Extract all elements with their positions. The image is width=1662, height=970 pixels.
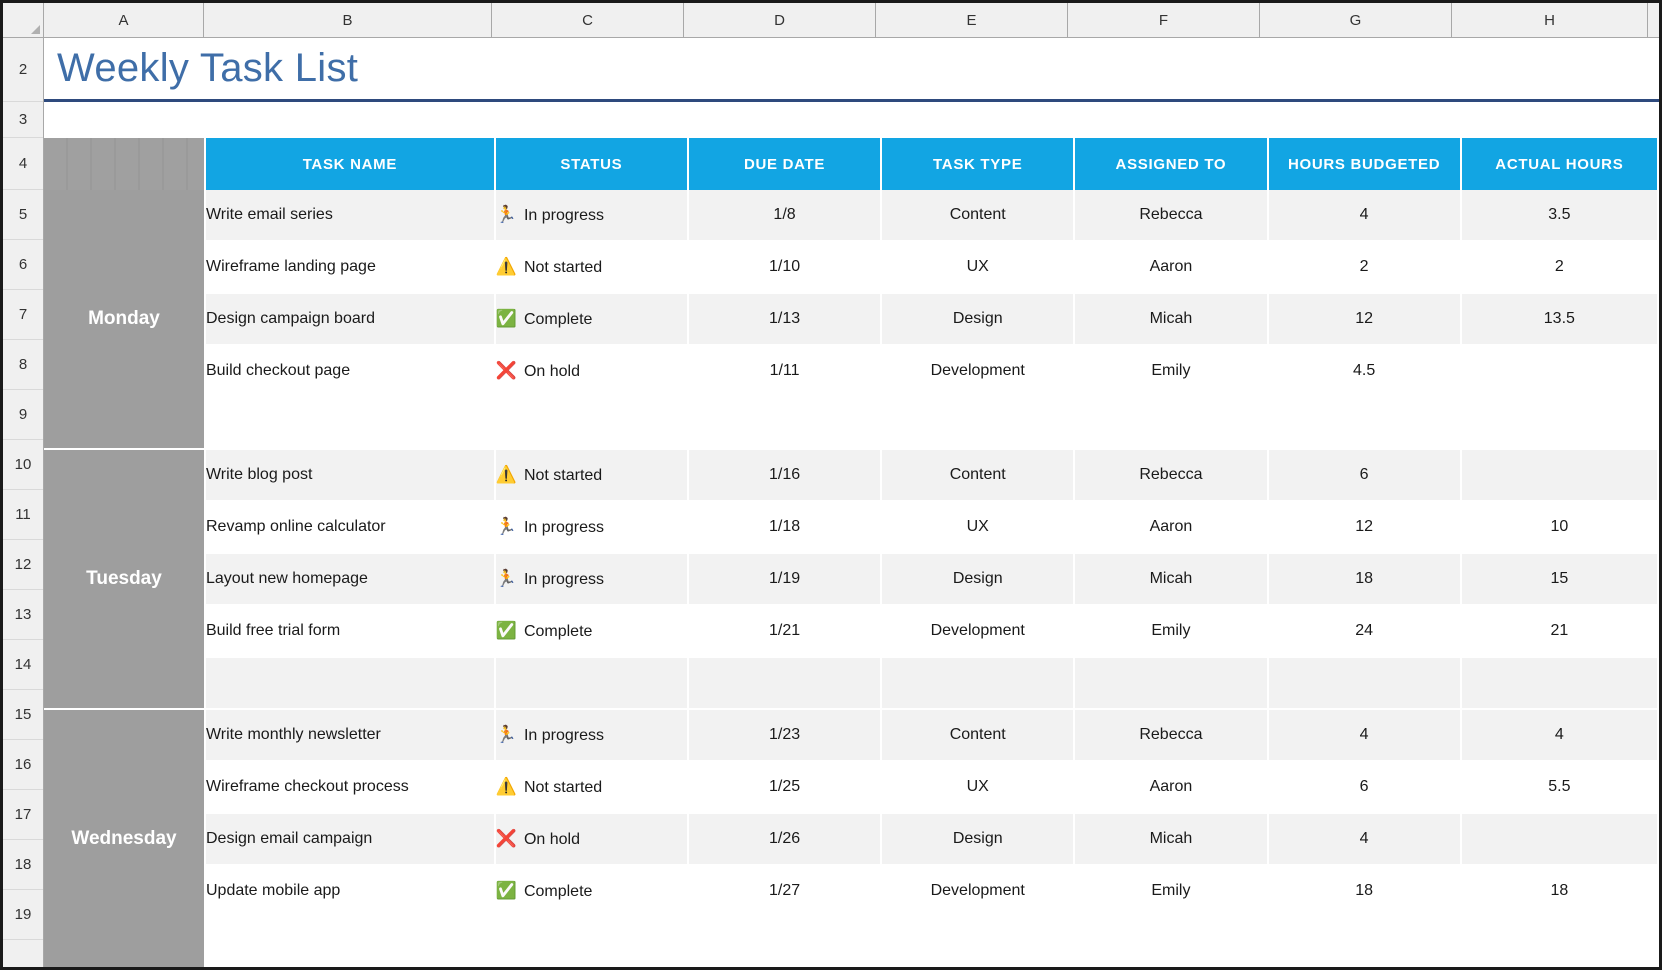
cell-task-name[interactable]: [205, 657, 495, 709]
column-header-b[interactable]: B: [204, 3, 492, 37]
cell-task-type[interactable]: Development: [881, 605, 1074, 657]
status-label: In progress: [523, 519, 604, 536]
row-header-3[interactable]: 3: [3, 102, 43, 138]
status-label: On hold: [523, 831, 580, 848]
column-header-f[interactable]: F: [1068, 3, 1260, 37]
cell-task-type[interactable]: [881, 397, 1074, 449]
cell-assigned-to[interactable]: [1074, 657, 1267, 709]
row-header-5[interactable]: 5: [3, 190, 43, 240]
table-row-empty[interactable]: [44, 397, 1658, 449]
table-row[interactable]: [44, 449, 1658, 501]
day-label-tuesday: Tuesday: [44, 449, 205, 709]
table-row[interactable]: [44, 709, 1658, 761]
header-task-name[interactable]: TASK NAME: [205, 138, 495, 190]
table-row[interactable]: [44, 553, 1658, 605]
runner-icon: 🏃: [495, 725, 517, 744]
row-header-9[interactable]: 9: [3, 390, 43, 440]
table-row[interactable]: [44, 293, 1658, 345]
check-icon: ✅: [495, 621, 517, 640]
cell-status[interactable]: [495, 917, 688, 969]
cell-hours-budgeted[interactable]: 6: [1268, 449, 1461, 501]
cell-actual-hours[interactable]: 3.5: [1461, 190, 1658, 241]
cell-actual-hours[interactable]: [1461, 397, 1658, 449]
warning-icon: ⚠️: [495, 257, 517, 276]
cell-task-type[interactable]: [881, 657, 1074, 709]
cell-status[interactable]: [495, 865, 688, 917]
cell-task-name[interactable]: Wireframe checkout process: [205, 761, 495, 813]
status-label: Not started: [523, 259, 603, 276]
cell-task-name[interactable]: Wireframe landing page: [205, 241, 495, 293]
row-header-10[interactable]: 10: [3, 440, 43, 490]
column-header-row: [3, 3, 1659, 38]
header-day-corner: [44, 138, 205, 190]
cell-hours-budgeted[interactable]: 6: [1268, 761, 1461, 813]
table-row[interactable]: [44, 501, 1658, 553]
row-header-gutter: [3, 38, 44, 970]
cell-task-type[interactable]: Design: [881, 293, 1074, 345]
status-label: In progress: [523, 207, 604, 224]
column-header-g[interactable]: G: [1260, 3, 1452, 37]
runner-icon: 🏃: [495, 569, 517, 588]
header-actual-hours[interactable]: ACTUAL HOURS: [1461, 138, 1658, 190]
cell-actual-hours[interactable]: 4: [1461, 709, 1658, 761]
cell-actual-hours[interactable]: [1461, 449, 1658, 501]
cell-hours-budgeted[interactable]: [1268, 657, 1461, 709]
table-row[interactable]: [44, 190, 1658, 241]
select-all-icon: [31, 25, 40, 34]
table-row[interactable]: [44, 345, 1658, 397]
cell-actual-hours[interactable]: 15: [1461, 553, 1658, 605]
cell-task-type[interactable]: UX: [881, 761, 1074, 813]
cell-task-name[interactable]: Design campaign board: [205, 293, 495, 345]
cell-task-type[interactable]: UX: [881, 501, 1074, 553]
warning-icon: ⚠️: [495, 465, 517, 484]
cell-hours-budgeted[interactable]: 18: [1268, 553, 1461, 605]
cell-due-date[interactable]: 1/8: [688, 190, 881, 241]
row-header-19[interactable]: 19: [3, 890, 43, 940]
cell-due-date[interactable]: [688, 917, 881, 969]
cell-due-date[interactable]: 1/18: [688, 501, 881, 553]
cell-task-name[interactable]: Write monthly newsletter: [205, 709, 495, 761]
cell-hours-budgeted[interactable]: [1268, 917, 1461, 969]
cell-hours-budgeted[interactable]: 2: [1268, 241, 1461, 293]
cell-due-date[interactable]: 1/19: [688, 553, 881, 605]
cell-assigned-to[interactable]: Emily: [1074, 345, 1267, 397]
cell-assigned-to[interactable]: [1074, 397, 1267, 449]
cell-actual-hours[interactable]: 5.5: [1461, 761, 1658, 813]
select-all-corner[interactable]: [3, 3, 44, 37]
cell-due-date[interactable]: 1/23: [688, 709, 881, 761]
cell-due-date[interactable]: 1/27: [688, 865, 881, 917]
cell-task-name[interactable]: Revamp online calculator: [205, 501, 495, 553]
column-header-a[interactable]: A: [44, 3, 204, 37]
row-header-17[interactable]: 17: [3, 790, 43, 840]
cross-icon: ❌: [495, 361, 517, 380]
day-label-monday: Monday: [44, 190, 205, 449]
cell-status[interactable]: [495, 761, 688, 813]
row-header-4[interactable]: 4: [3, 138, 43, 190]
status-label: In progress: [523, 571, 604, 588]
cell-task-name[interactable]: Write email series: [205, 190, 495, 241]
status-label: Complete: [523, 311, 593, 328]
cell-due-date[interactable]: [688, 397, 881, 449]
cell-task-type[interactable]: Development: [881, 345, 1074, 397]
row-header-2[interactable]: 2: [3, 38, 43, 102]
cell-status[interactable]: [495, 345, 688, 397]
cell-hours-budgeted[interactable]: 4: [1268, 813, 1461, 865]
cell-task-type[interactable]: Design: [881, 813, 1074, 865]
status-label: On hold: [523, 363, 580, 380]
title-gap-row: [44, 102, 1659, 138]
cell-status[interactable]: [495, 190, 688, 241]
table-header: [44, 138, 1658, 190]
cell-status[interactable]: [495, 449, 688, 501]
cell-due-date[interactable]: 1/10: [688, 241, 881, 293]
cell-hours-budgeted[interactable]: 4.5: [1268, 345, 1461, 397]
row-header-11[interactable]: 11: [3, 490, 43, 540]
cell-actual-hours[interactable]: 21: [1461, 605, 1658, 657]
header-task-type[interactable]: TASK TYPE: [881, 138, 1074, 190]
cell-task-name[interactable]: [205, 917, 495, 969]
cell-task-name[interactable]: [205, 397, 495, 449]
cell-status[interactable]: [495, 813, 688, 865]
column-header-c[interactable]: C: [492, 3, 684, 37]
cell-actual-hours[interactable]: [1461, 657, 1658, 709]
cell-task-name[interactable]: Design email campaign: [205, 813, 495, 865]
task-table: [44, 138, 1659, 970]
cell-task-type[interactable]: [881, 917, 1074, 969]
cell-assigned-to[interactable]: [1074, 917, 1267, 969]
cell-actual-hours[interactable]: 2: [1461, 241, 1658, 293]
cell-assigned-to[interactable]: Aaron: [1074, 761, 1267, 813]
cell-status[interactable]: [495, 709, 688, 761]
cell-status[interactable]: [495, 657, 688, 709]
header-status[interactable]: STATUS: [495, 138, 688, 190]
cell-task-type[interactable]: Design: [881, 553, 1074, 605]
cell-task-type[interactable]: UX: [881, 241, 1074, 293]
cell-actual-hours[interactable]: 13.5: [1461, 293, 1658, 345]
status-label: In progress: [523, 727, 604, 744]
cell-hours-budgeted[interactable]: 24: [1268, 605, 1461, 657]
runner-icon: 🏃: [495, 517, 517, 536]
row-header-8[interactable]: 8: [3, 340, 43, 390]
cell-assigned-to[interactable]: Rebecca: [1074, 449, 1267, 501]
runner-icon: 🏃: [495, 205, 517, 224]
sheet-content: [44, 38, 1659, 970]
cell-actual-hours[interactable]: [1461, 813, 1658, 865]
cell-task-type[interactable]: Content: [881, 449, 1074, 501]
cell-status[interactable]: [495, 397, 688, 449]
cell-status[interactable]: [495, 605, 688, 657]
table-body: [44, 190, 1658, 969]
cell-task-name[interactable]: Layout new homepage: [205, 553, 495, 605]
page-title: Weekly Task List: [57, 46, 359, 90]
warning-icon: ⚠️: [495, 777, 517, 796]
cell-due-date[interactable]: 1/26: [688, 813, 881, 865]
day-label-wednesday: Wednesday: [44, 709, 205, 969]
table-row[interactable]: [44, 605, 1658, 657]
cell-assigned-to[interactable]: Aaron: [1074, 501, 1267, 553]
cell-task-type[interactable]: Content: [881, 709, 1074, 761]
table-row[interactable]: [44, 813, 1658, 865]
row-header-13[interactable]: 13: [3, 590, 43, 640]
cell-assigned-to[interactable]: Rebecca: [1074, 190, 1267, 241]
cell-assigned-to[interactable]: Micah: [1074, 293, 1267, 345]
row-header-14[interactable]: 14: [3, 640, 43, 690]
grid-body: [3, 38, 1659, 970]
cell-actual-hours[interactable]: 10: [1461, 501, 1658, 553]
cell-hours-budgeted[interactable]: 4: [1268, 709, 1461, 761]
cell-hours-budgeted[interactable]: 12: [1268, 501, 1461, 553]
status-label: Not started: [523, 467, 603, 484]
cross-icon: ❌: [495, 829, 517, 848]
cell-task-name[interactable]: Update mobile app: [205, 865, 495, 917]
cell-assigned-to[interactable]: Micah: [1074, 553, 1267, 605]
row-header-12[interactable]: 12: [3, 540, 43, 590]
cell-due-date[interactable]: 1/21: [688, 605, 881, 657]
cell-assigned-to[interactable]: Rebecca: [1074, 709, 1267, 761]
status-label: Complete: [523, 623, 593, 640]
column-header-d[interactable]: D: [684, 3, 876, 37]
row-header-18[interactable]: 18: [3, 840, 43, 890]
header-due-date[interactable]: DUE DATE: [688, 138, 881, 190]
cell-due-date[interactable]: 1/16: [688, 449, 881, 501]
cell-assigned-to[interactable]: Aaron: [1074, 241, 1267, 293]
cell-due-date[interactable]: 1/11: [688, 345, 881, 397]
row-header-6[interactable]: 6: [3, 240, 43, 290]
cell-task-name[interactable]: Write blog post: [205, 449, 495, 501]
header-assigned-to[interactable]: ASSIGNED TO: [1074, 138, 1267, 190]
check-icon: ✅: [495, 309, 517, 328]
table-row[interactable]: [44, 865, 1658, 917]
cell-hours-budgeted[interactable]: [1268, 397, 1461, 449]
cell-status[interactable]: [495, 501, 688, 553]
cell-task-type[interactable]: Content: [881, 190, 1074, 241]
cell-due-date[interactable]: [688, 657, 881, 709]
cell-actual-hours[interactable]: [1461, 345, 1658, 397]
table-row-empty[interactable]: [44, 917, 1658, 969]
column-header-e[interactable]: E: [876, 3, 1068, 37]
cell-assigned-to[interactable]: Micah: [1074, 813, 1267, 865]
status-label: Complete: [523, 883, 593, 900]
cell-task-name[interactable]: Build checkout page: [205, 345, 495, 397]
title-band: [44, 38, 1659, 102]
row-header-16[interactable]: 16: [3, 740, 43, 790]
row-header-15[interactable]: 15: [3, 690, 43, 740]
check-icon: ✅: [495, 881, 517, 900]
cell-status[interactable]: [495, 293, 688, 345]
cell-hours-budgeted[interactable]: 12: [1268, 293, 1461, 345]
column-header-h[interactable]: H: [1452, 3, 1648, 37]
header-hours-budgeted[interactable]: HOURS BUDGETED: [1268, 138, 1461, 190]
cell-hours-budgeted[interactable]: 18: [1268, 865, 1461, 917]
cell-hours-budgeted[interactable]: 4: [1268, 190, 1461, 241]
cell-assigned-to[interactable]: Emily: [1074, 865, 1267, 917]
cell-actual-hours[interactable]: [1461, 917, 1658, 969]
row-header-7[interactable]: 7: [3, 290, 43, 340]
cell-status[interactable]: [495, 553, 688, 605]
table-row[interactable]: [44, 241, 1658, 293]
cell-due-date[interactable]: 1/25: [688, 761, 881, 813]
cell-task-name[interactable]: Build free trial form: [205, 605, 495, 657]
cell-assigned-to[interactable]: Emily: [1074, 605, 1267, 657]
cell-due-date[interactable]: 1/13: [688, 293, 881, 345]
cell-status[interactable]: [495, 241, 688, 293]
cell-task-type[interactable]: Development: [881, 865, 1074, 917]
table-row-empty[interactable]: [44, 657, 1658, 709]
cell-actual-hours[interactable]: 18: [1461, 865, 1658, 917]
status-label: Not started: [523, 779, 603, 796]
table-row[interactable]: [44, 761, 1658, 813]
